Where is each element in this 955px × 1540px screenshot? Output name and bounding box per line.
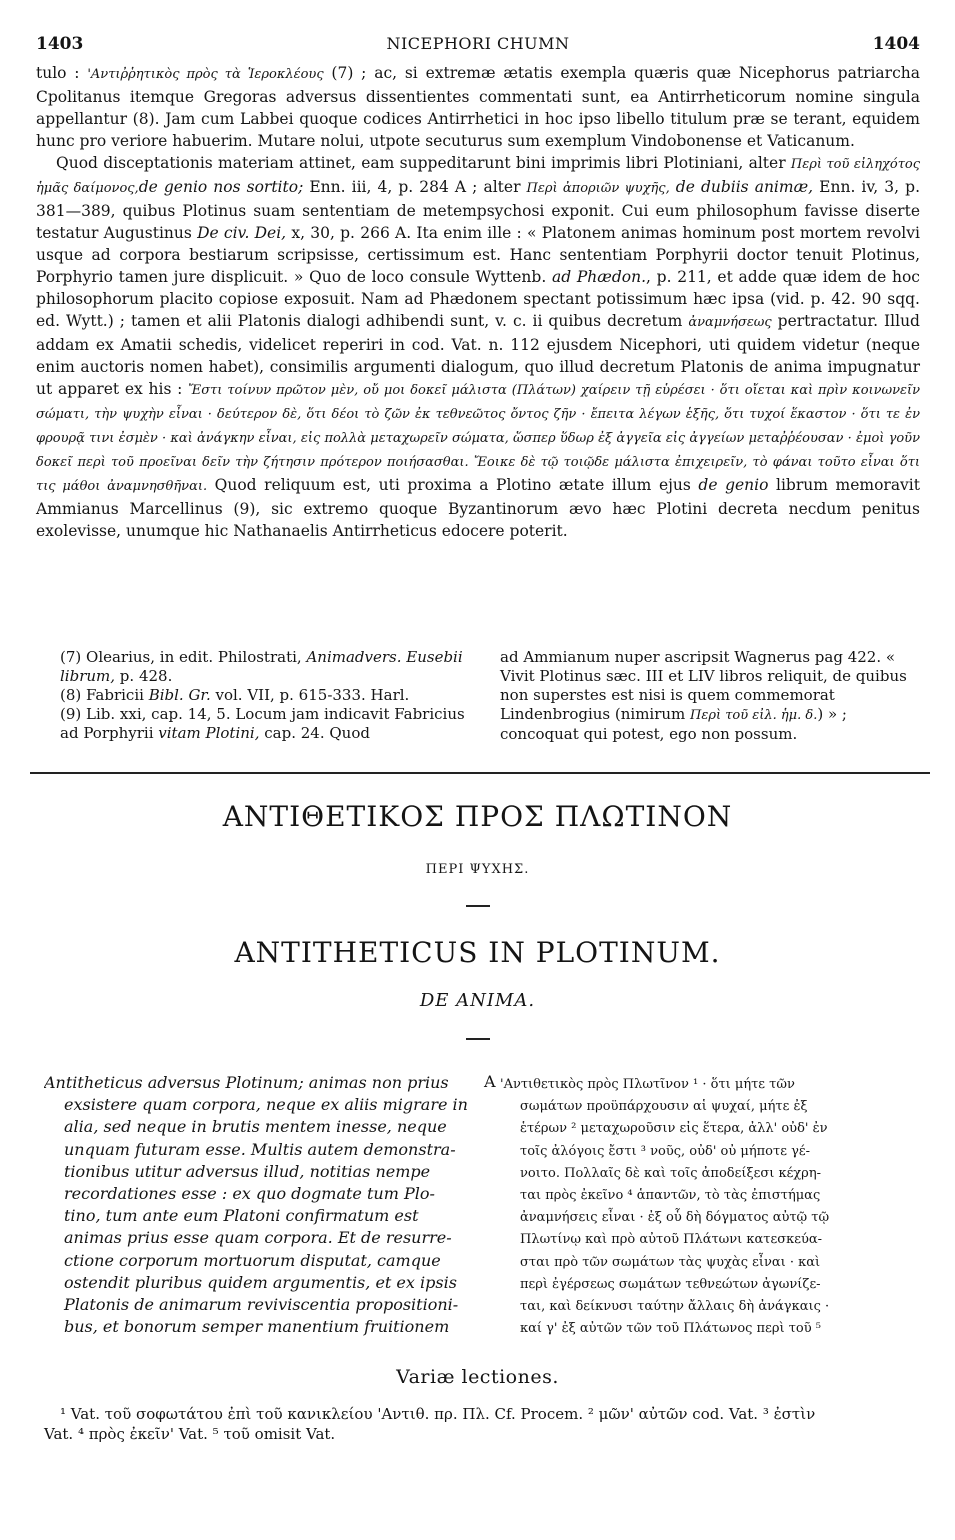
text-line: σωμάτων προϋπάρχουσιν αἱ ψυχαί, μήτε ἐξ — [520, 1099, 808, 1115]
text: Quod disceptationis materiam attinet, eam suppeditarunt bini imprimis libri Plotiniani, alter — [56, 154, 791, 172]
greek-text: Περὶ τοῦ εἰληχότος ἡμᾶς δαίμονος, — [36, 157, 920, 196]
page-number-right: 1404 — [872, 34, 920, 54]
text-line: unquam futuram esse. Multis autem demonstra- — [64, 1139, 456, 1159]
text: cap. 24. Quod — [259, 724, 370, 742]
footnote-9-continued — [500, 648, 920, 744]
text-line: Platonis de animarum reviviscentia propositioni- — [64, 1295, 459, 1315]
title-separator — [466, 905, 490, 907]
text: vol. VII, p. 615-333. Harl. — [210, 686, 410, 704]
text: pertractatur. Illud addam ex Amatii schedis, videlicet reperiri in cod. Vat. n. 112 ejusdem Nicephori, uti quidem videtur (neque enim auctoris nomen habet), consimilis argumenti dialogum, quo illud decretum Platonis de anima impugnatur ut apparet ex his : — [36, 312, 920, 398]
text: Enn. iv, 3, p. 381—389, quibus Plotinus suam sententiam de metempsychosi exponit. Cui eum philosophum favisse diserte testatur Augustinus — [36, 178, 921, 242]
text-line: recordationes esse : ex quo dogmate tum Plo- — [64, 1184, 435, 1204]
paragraph-1 — [36, 62, 920, 152]
latin-title: ANTITHETICUS IN PLOTINUM. — [234, 936, 721, 969]
text-line: ctione corporum mortuorum disputat, camque — [64, 1250, 441, 1270]
text-line: σται πρὸ τῶν σωμάτων τὰς ψυχὰς εἶναι · καὶ — [520, 1254, 821, 1270]
text-line: ται πρὸς ἐκεῖνο ⁴ ἁπαντῶν, τὸ τὰς ἐπιστήμας — [520, 1188, 821, 1204]
text: Enn. iii, 4, p. 284 A ; alter — [303, 178, 527, 196]
text-line: ostendit pluribus quidem argumentis, et ex ipsis — [64, 1272, 457, 1292]
greek-text: Περὶ ἀποριῶν ψυχῆς, — [526, 181, 670, 196]
text: , p. 211, et adde quæ idem de hoc philosophorum placito copiose exposuit. Nam ad Phædonem spectant potissimum hæc ipsa (vid. p. 42. 90 sqq. ed. Wytt.) ; tamen et alii Platonis dialogi adhibendi sunt, v. c. ii quibus decretum — [36, 268, 920, 330]
greek-subtitle: ΠΕΡΙ ΨΥΧΗΣ. — [425, 862, 530, 877]
text-line: animas prius esse quam corpora. Et de resurre- — [64, 1228, 452, 1248]
running-title: NICEPHORI CHUMN — [386, 34, 570, 53]
greek-title: ΑΝΤΙΘΕΤΙΚΟΣ ΠΡΟΣ ΠΛΩΤΙΝΟΝ — [222, 800, 733, 833]
italic-text: Animadvers. Eusebii librum, — [60, 648, 463, 685]
text-line: bus, et bonorum semper manentium fruitionem — [64, 1317, 450, 1337]
italic-text: De civ. Dei, — [197, 224, 287, 242]
greek-text: ἀναμνήσεως — [688, 315, 772, 330]
greek-quotation: Ἔστι τοίνυν πρῶτον μὲν, οὔ μοι δοκεῖ μάλιστα (Πλάτων) χαίρειν τῇ εὑρέσει · ὅτι οἴεται καὶ πρὶν κοινωνεῖν σώματι, τὴν ψυχὴν εἶναι · δεύτερον δὲ, ὅτι δέοι τὸ ζῶν ἐκ τεθνεῶτος ὄντος ζῆν · ἔπειτα λέγων ἑξῆς, ὅτι τυχοί ἕκαστον · ὅτι τε ἐν φρουρᾷ τινι ἐσμὲν · καὶ ἀνάγκην εἶναι, εἰς πολλὰ μεταχωρεῖν σώματα, ὥσπερ ὕδωρ ἐξ ἀγγεῖα εἰς ἀγγείων μεταῤῥέουσαν · ἐμοὶ γοῦν δοκεῖ περὶ τοῦ προεῖναι δεῖν τὴν ζήτησιν πρότερον ποιήσασθαι. Ἔοικε δὲ τῷ τοιῷδε μάλιστα ἐπιχειρεῖν, τὸ φάναι τοῦτο εἶναι ὅτι τις μάθοι ἀναμνησθῆναι. — [36, 383, 920, 494]
text-line: ἑτέρων ² μεταχωροῦσιν εἰς ἕτερα, ἀλλ' οὐδ' ἐν — [520, 1121, 828, 1137]
running-head — [36, 34, 920, 54]
text: tulo : — [36, 64, 88, 82]
text-line: Vat. ⁴ πρὸς ἐκεῖν' Vat. ⁵ τοῦ omisit Vat. — [44, 1425, 336, 1443]
text: (7) Olearius, in edit. Philostrati, — [60, 648, 307, 666]
italic-text: vitam Plotini, — [158, 724, 260, 742]
italic-text: de dubiis animæ, — [669, 178, 814, 196]
page-number-left: 1403 — [36, 34, 84, 54]
text-line: 'Αντιθετικὸς πρὸς Πλωτῖνον ¹ · ὅτι μήτε τῶν — [500, 1077, 795, 1092]
text-line: tino, tum ante eum Platoni confirmatum est — [64, 1206, 419, 1226]
latin-subtitle: DE ANIMA. — [419, 990, 536, 1011]
text-line: Πλωτίνῳ καὶ πρὸ αὐτοῦ Πλάτωνι κατεσκεύα- — [520, 1232, 823, 1248]
text-line: Antitheticus adversus Plotinum; animas non prius — [44, 1073, 449, 1092]
footnotes-right-column — [500, 648, 920, 744]
italic-text: ad Phædon. — [551, 268, 646, 286]
text: p. 428. — [115, 667, 173, 685]
text-line: ¹ Vat. τοῦ σοφωτάτου ἐπὶ τοῦ κανικλείου 'Αντιθ. πρ. Πλ. Cf. Procem. ² μῶν' αὐτῶν cod. Vat. ³ ἐστὶν — [60, 1405, 816, 1423]
text-line: νοιτο. Πολλαῖς δὲ καὶ τοῖς ἀποδείξεσι κέχρη- — [520, 1165, 822, 1181]
variae-lectiones — [44, 1404, 924, 1444]
footnote-9 — [60, 705, 475, 743]
text: librum memoravit Ammianus Marcellinus (9), sic extremo quoque Byzantinorum ævo hæc Plotini decreta necdum penitus exolevisse, unumque hic Nathanaelis Antirrheticus edocere poterit. — [36, 476, 920, 540]
text-line: tionibus utitur adversus illud, notitias nempe — [64, 1161, 431, 1181]
text-line: ται, καὶ δείκνυσι ταύτην ἄλλαις δὴ ἀνάγκαις · — [520, 1299, 830, 1315]
text-line: alia, sed neque in brutis mentem inesse, neque — [64, 1117, 447, 1137]
variae-lectiones-heading: Variæ lectiones. — [396, 1366, 559, 1388]
column-marker: A — [484, 1072, 496, 1091]
introduction-text — [36, 62, 920, 542]
text: ) » ; concoquat qui potest, ego non possum. — [500, 705, 847, 743]
text: x, 30, p. 266 A. Ita enim ille : « Platonem animas hominum post mortem revolvi usque ad corpora bestiarum scripsisse, certissimum est. Hanc sententiam Porphyrii doctor tenuit Plotinus, Porphyrio tamen jure displicuit. » Quo de loco consule Wyttenb. — [36, 224, 920, 286]
text-line: περὶ ἐγέρσεως σωμάτων τεθνεώτων ἀγωνίζε- — [520, 1276, 821, 1292]
greek-text-column — [500, 1074, 920, 1340]
greek-text: Περὶ τοῦ εἰλ. ἡμ. δ. — [690, 708, 818, 723]
text-line: ἀναμνήσεις εἶναι · ἐξ οὗ δὴ δόγματος αὐτῷ τῷ — [520, 1210, 830, 1226]
paragraph-2 — [36, 152, 920, 542]
footnote-7 — [60, 648, 475, 686]
italic-text: de genio nos sortito; — [138, 178, 304, 196]
latin-summary-column — [44, 1072, 476, 1338]
footnote-8 — [60, 686, 475, 705]
text-line: τοῖς ἀλόγοις ἔστι ³ νοῦς, οὐδ' οὐ μήποτε γέ- — [520, 1143, 810, 1159]
text-line: exsistere quam corpora, neque ex aliis migrare in — [64, 1095, 468, 1115]
text: (8) Fabricii — [60, 686, 149, 704]
italic-text: Bibl. Gr. — [148, 686, 211, 704]
italic-text: de genio — [698, 476, 769, 494]
section-divider — [30, 772, 930, 774]
text: ad Ammianum nuper ascripsit Wagnerus pag 422. « Vivit Plotinus sæc. III et LIV libros reliquit, de quibus non superstes est nisi is quem commemorat Lindenbrogius (nimirum — [500, 648, 907, 723]
text: (9) Lib. xxi, cap. 14, 5. Locum jam indicavit Fabricius ad Porphyrii — [60, 705, 465, 742]
text: Quod reliquum est, uti proxima a Plotino ætate illum ejus — [207, 476, 699, 494]
greek-text: 'Αντιῤῥητικὸς πρὸς τὰ Ἱεροκλέους — [87, 67, 324, 82]
text-line: καί γ' ἐξ αὐτῶν τῶν τοῦ Πλάτωνος περὶ τοῦ ⁵ — [520, 1321, 821, 1337]
footnotes-left-column — [60, 648, 475, 743]
text: (7) ; ac, si extremæ ætatis exempla quæris quæ Nicephorus patriarcha Cpolitanus itemque Gregoras adversus dissentientes commentati sunt, ea Antirrheticorum nomine singula appellantur (8). Jam cum Labbei quoque codices Antirrhetici in hoc ipso libello titulum præ se terant, equidem hunc pro veriore habuerim. Mutare nolui, utpote secuturus sum exemplum Vindobonense et Vaticanum. — [36, 64, 920, 150]
title-separator — [466, 1038, 490, 1040]
